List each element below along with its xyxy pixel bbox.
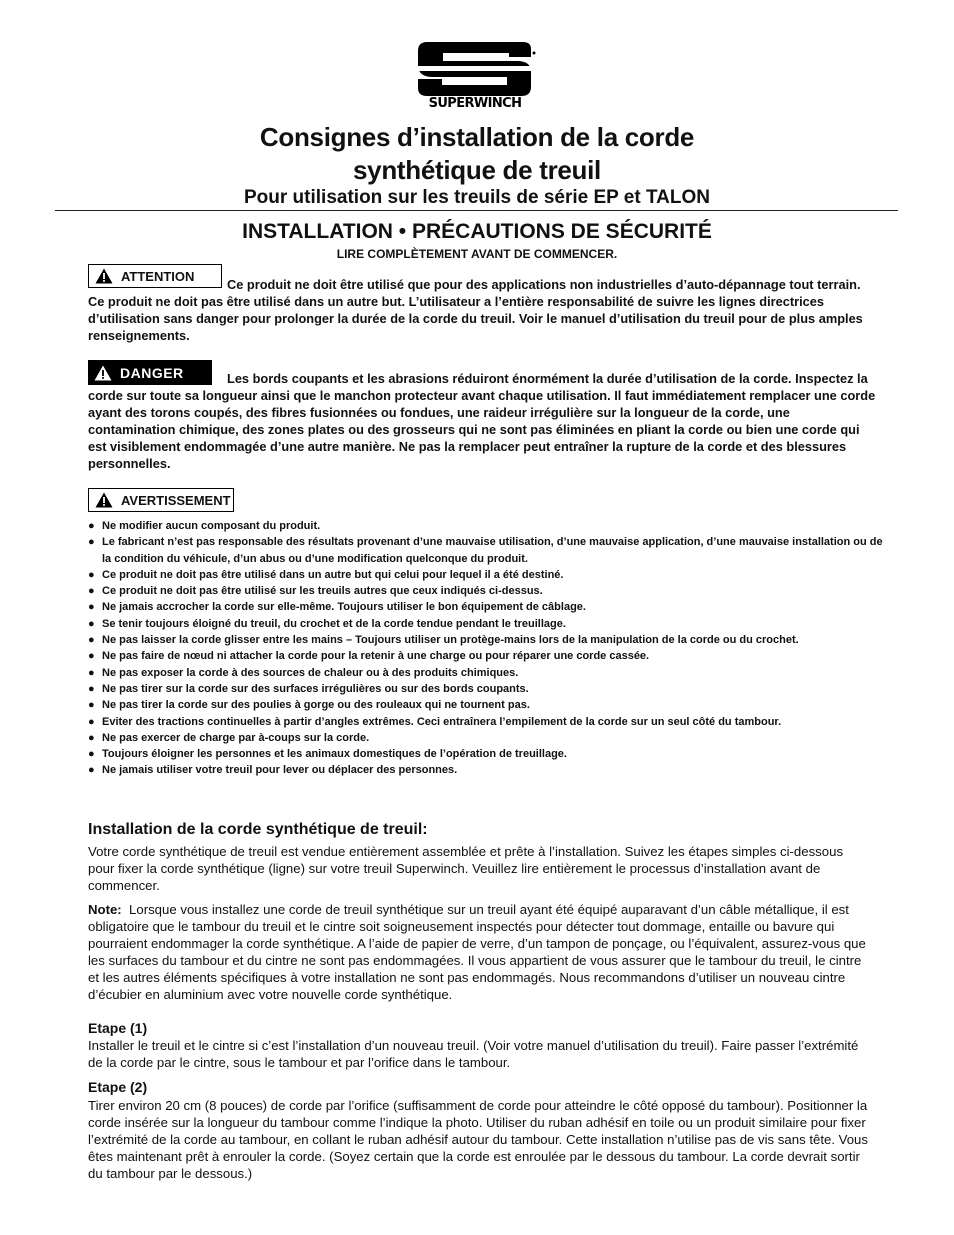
superwinch-s-mark bbox=[413, 41, 537, 97]
list-item: ● Toujours éloigner les personnes et les animaux domestiques de l’opération de treuillage. bbox=[88, 746, 888, 762]
attention-text: Ce produit ne doit être utilisé que pour des applications non industrielles d’auto-dépannage tout terrain. Ce produit ne doit pas être utilisé dans un autre but. L’utilisateur a l’entière responsabilité de suivre les lignes directrices d’utilisation sans danger pour prolonger la durée de la corde du treuil. Voir le manuel d’utilisation du treuil pour de plus amples renseignements. bbox=[88, 277, 863, 343]
note-text: Lorsque vous installez une corde de treuil synthétique sur un treuil ayant été équipé auparavant d’un câble métallique, il est obligatoire que le tambour du treuil et le cintre soit soigneusement inspectés pour détecter tout dommage, entaille ou bavure qui pourraient endommager la corde synthétique. A l’aide de papier de verre, d’un tampon de ponçage, ou l’équivalent, assurez-vous que les surfaces du tambour et du cintre ne sont pas endommagées. Il vous appartient de vous assurer que le tambour du treuil, le cintre et les autres éléments spécifiques à votre installation ne sont pas endommagés. Nous recommandons d’utiliser un nouveau cintre d’écubier en aluminium avec votre nouvelle corde synthétique. bbox=[88, 902, 866, 1002]
header-divider bbox=[55, 210, 898, 211]
warning-triangle-icon bbox=[95, 492, 113, 508]
warning-label: AVERTISSEMENT bbox=[121, 492, 231, 508]
attention-label: ATTENTION bbox=[121, 268, 195, 284]
warning-badge bbox=[88, 488, 234, 512]
installation-note bbox=[88, 901, 868, 1003]
list-item: ● Ne pas tirer sur la corde sur des surfaces irrégulières ou sur des bords coupants. bbox=[88, 681, 888, 697]
step-1-text: Installer le treuil et le cintre si c’est l’installation d’un nouveau treuil. (Voir votre manuel d’utilisation du treuil). Faire passer l’extrémité de la corde par le cintre, sous le tambour et par l’orifice dans le tambour. bbox=[88, 1038, 859, 1070]
step-2-title: Etape (2) bbox=[88, 1079, 148, 1095]
page-title-line-1: Consignes d’installation de la corde bbox=[259, 122, 695, 152]
list-item: ● Ne jamais accrocher la corde sur elle-même. Toujours utiliser le bon équipement de câblage. bbox=[88, 599, 888, 615]
list-item: ● Ce produit ne doit pas être utilisé sur les treuils autres que ceux indiqués ci-dessus. bbox=[88, 583, 888, 599]
superwinch-logo bbox=[413, 41, 537, 115]
list-item: ● Le fabricant n’est pas responsable des résultats provenant d’une mauvaise utilisation, d’une mauvaise application, d’une mauvaise installation ou de la condition du véhicule, d’un abus ou d’une modification quelconque du produit. bbox=[88, 534, 888, 567]
danger-text: Les bords coupants et les abrasions réduiront énormément la durée d’utilisation de la corde. Inspectez la corde sur toute sa longueur ainsi que le manchon protecteur avant chaque utilisation. Il faut immédiatement remplacer une corde ayant des torons coupés, des fibres fusionnées ou fondues, une raideur irrégulière sur la longueur de la corde, une contamination chimique, des zones plates ou des grosseurs qui ne sont pas éliminées en pliant la corde ou bien une corde qui est visiblement endommagée d’une autre manière. Ne pas la remplacer peut entraîner la rupture de la corde et des blessures personnelles. bbox=[88, 371, 876, 471]
safety-heading: INSTALLATION • PRÉCAUTIONS DE SÉCURITÉ bbox=[242, 220, 712, 243]
list-item: ● Ne jamais utiliser votre treuil pour lever ou déplacer des personnes. bbox=[88, 762, 888, 778]
list-item: ● Eviter des tractions continuelles à partir d’angles extrêmes. Ceci entraînera l’empilement de la corde sur un seul côté du tambour. bbox=[88, 714, 888, 730]
danger-label: DANGER bbox=[120, 364, 184, 381]
list-item: ● Ce produit ne doit pas être utilisé dans un autre but qui celui pour lequel il a été destiné. bbox=[88, 567, 888, 583]
step-1-title: Etape (1) bbox=[88, 1020, 148, 1036]
list-item: ● Ne pas faire de nœud ni attacher la corde pour la retenir à une charge ou pour réparer une corde cassée. bbox=[88, 648, 888, 664]
list-item: ● Ne pas laisser la corde glisser entre les mains – Toujours utiliser un protège-mains lors de la manipulation de la corde ou du crochet. bbox=[88, 632, 888, 648]
logo-wordmark: SUPERWINCH bbox=[428, 96, 522, 111]
safety-subheading: LIRE COMPLÈTEMENT AVANT DE COMMENCER. bbox=[336, 247, 618, 261]
step-2-text: Tirer environ 20 cm (8 pouces) de corde par l’orifice (suffisamment de corde pour atteindre le côté opposé du tambour). Positionner la corde insérée sur la longueur du tambour comme l’indique la photo. Utiliser du ruban adhésif en toile ou un produit similaire pour fixer l’extrémité de la corde au tambour, en collant le ruban adhésif autour du tambour. Cette installation n’utilise pas de vis sans tête. Vous êtes maintenant prêt à enrouler la corde. (Soyez certain que la corde est enroulée par le dessous du tambour. La corde devrait sortir du tambour par le dessous.) bbox=[88, 1098, 868, 1181]
list-item: ● Se tenir toujours éloigné du treuil, du crochet et de la corde tendue pendant le treuillage. bbox=[88, 616, 888, 632]
installation-intro: Votre corde synthétique de treuil est vendue entièrement assemblée et prête à l’installation. Suivez les étapes simples ci-dessous pour fixer la corde synthétique (ligne) sur votre treuil Superwinch. Veuillez lire entièrement le processus d’installation avant de commencer. bbox=[88, 844, 844, 893]
installation-heading: Installation de la corde synthétique de treuil: bbox=[88, 821, 428, 838]
warning-list bbox=[88, 518, 888, 779]
list-item: ● Ne pas exercer de charge par à-coups sur la corde. bbox=[88, 730, 888, 746]
list-item: ● Ne pas exposer la corde à des sources de chaleur ou à des produits chimiques. bbox=[88, 665, 888, 681]
note-label: Note: bbox=[88, 902, 122, 917]
list-item: ● Ne pas tirer la corde sur des poulies à gorge ou des rouleaux qui ne tournent pas. bbox=[88, 697, 888, 713]
list-item: ● Ne modifier aucun composant du produit. bbox=[88, 518, 888, 534]
page-title-line-2: synthétique de treuil bbox=[353, 155, 601, 185]
page-subtitle: Pour utilisation sur les treuils de série EP et TALON bbox=[244, 187, 710, 208]
